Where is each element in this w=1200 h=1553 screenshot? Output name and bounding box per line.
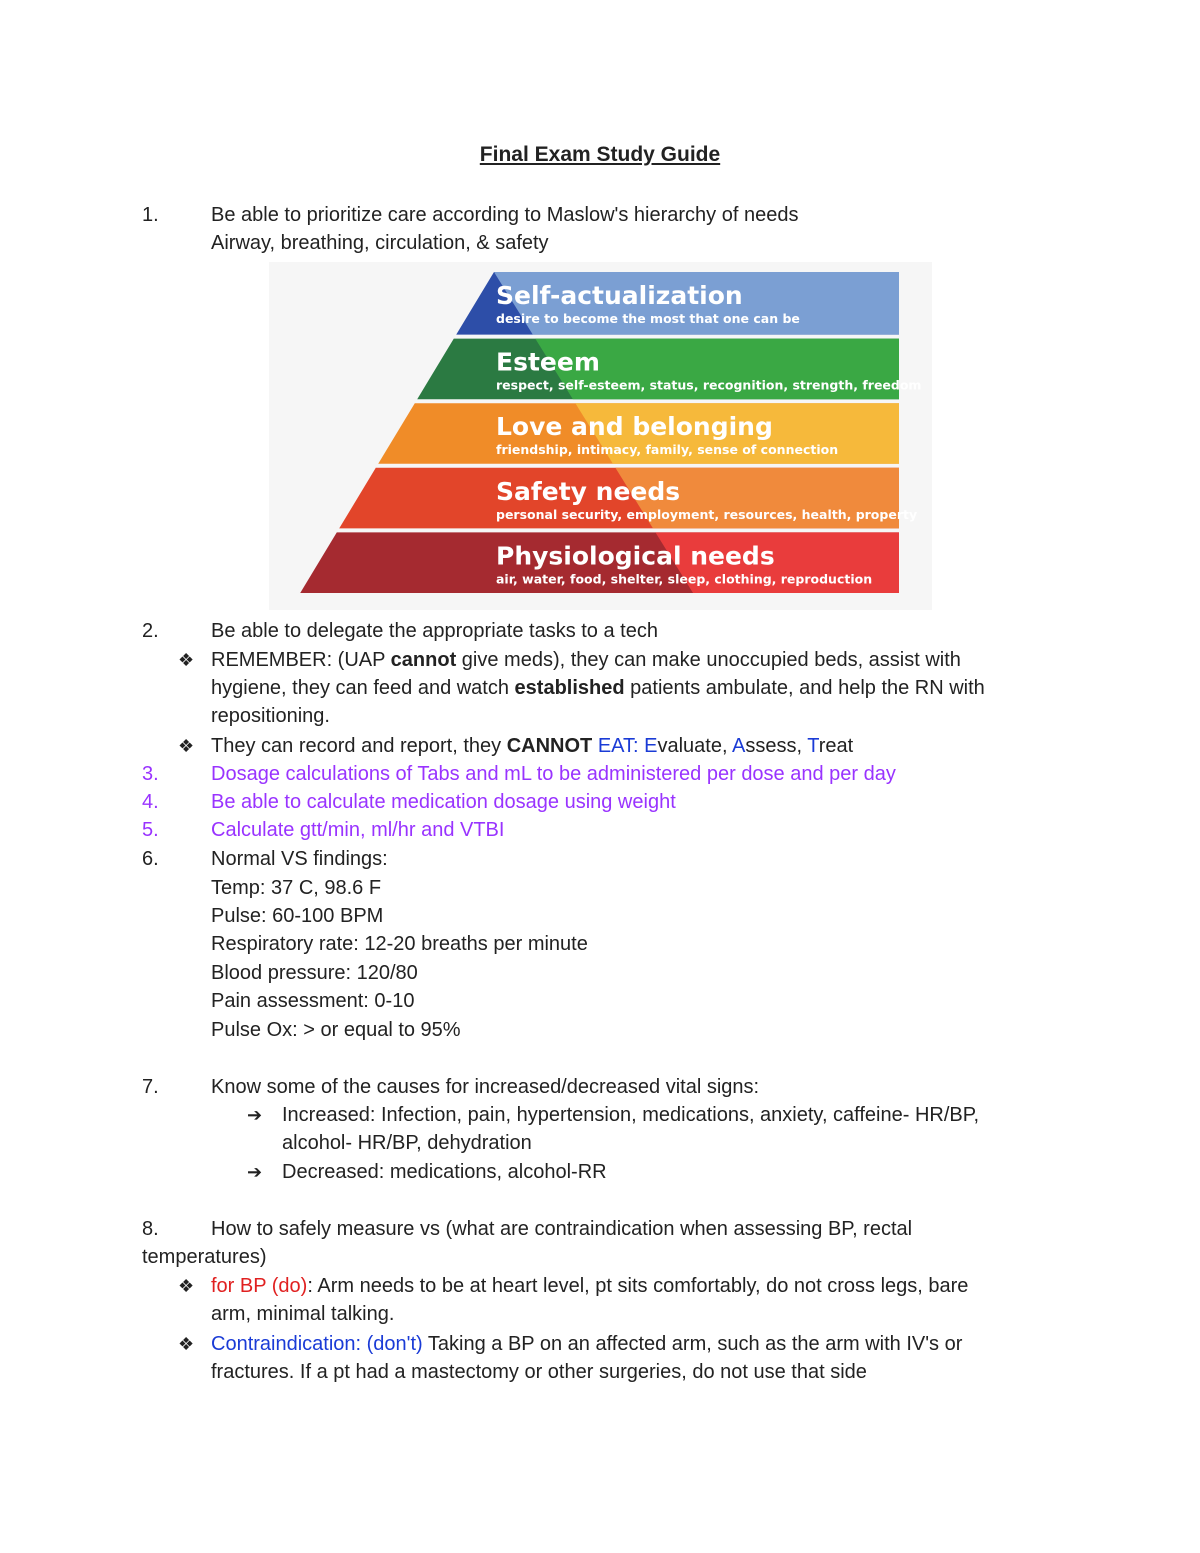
bp-do-label: for BP (do)	[211, 1275, 308, 1297]
vs-pain-assessment: Pain assessment: 0-10	[211, 990, 415, 1012]
record-report-line	[211, 734, 853, 758]
item-8-line-2: temperatures)	[142, 1246, 267, 1268]
bullet-icon: ❖	[178, 1276, 195, 1296]
pyramid-level-title: Physiological needs	[496, 541, 775, 571]
increased-line-2: alcohol- HR/BP, dehydration	[282, 1132, 532, 1154]
vs-respiratory-rate: Respiratory rate: 12-20 breaths per minute	[211, 933, 588, 955]
pyramid-level-subtitle: friendship, intimacy, family, sense of connection	[496, 442, 839, 458]
vs-temp: Temp: 37 C, 98.6 F	[211, 877, 382, 899]
vs-blood-pressure: Blood pressure: 120/80	[211, 962, 418, 984]
pyramid-level-title: Self-actualization	[496, 281, 743, 310]
pyramid-level-love-and-belonging	[378, 403, 899, 464]
item-4-number: 4.	[142, 791, 159, 813]
arrow-icon: ➔	[247, 1162, 263, 1182]
contraindication-label: Contraindication: (don't)	[211, 1333, 423, 1355]
eat-e: E	[644, 735, 658, 757]
pyramid-level-esteem	[417, 339, 921, 400]
eat-label: EAT:	[592, 735, 645, 757]
vs-pulse: Pulse: 60-100 BPM	[211, 905, 384, 927]
remember-text-cont: give meds), they can make unoccupied beds, assist with	[456, 649, 961, 671]
eat-evaluate: valuate,	[657, 735, 732, 757]
item-1-subtext: Airway, breathing, circulation, & safety	[211, 232, 549, 254]
contraindication-line-1	[211, 1332, 962, 1356]
remember-text: REMEMBER: (UAP	[211, 649, 391, 671]
pyramid-level-physiological-needs	[300, 532, 899, 593]
remember-line-1	[211, 648, 961, 672]
contraindication-text: Taking a BP on an affected arm, such as the arm with IV's or	[422, 1333, 963, 1355]
pyramid-level-subtitle: air, water, food, shelter, sleep, clothing, reproduction	[496, 571, 873, 587]
pyramid-level-subtitle: desire to become the most that one can be	[496, 311, 800, 326]
bullet-icon: ❖	[178, 736, 195, 756]
eat-t: T	[807, 735, 819, 757]
bullet-icon: ❖	[178, 650, 195, 670]
item-4-text: Be able to calculate medication dosage using weight	[211, 791, 676, 813]
bp-do-line-1	[211, 1274, 968, 1298]
remember-line-3: repositioning.	[211, 705, 330, 727]
item-7-text: Know some of the causes for increased/decreased vital signs:	[211, 1076, 760, 1098]
remember-text-2-cont: patients ambulate, and help the RN with	[624, 677, 985, 699]
item-3-number: 3.	[142, 763, 159, 785]
eat-assess: ssess,	[745, 735, 808, 757]
pyramid-level-subtitle: personal security, employment, resources, health, property	[496, 506, 918, 522]
item-3-text: Dosage calculations of Tabs and mL to be administered per dose and per day	[211, 763, 896, 785]
eat-a: A	[732, 735, 746, 757]
item-8-line-1: How to safely measure vs (what are contraindication when assessing BP, rectal	[211, 1218, 913, 1240]
cannot-caps-emphasis: CANNOT	[506, 735, 593, 757]
page-title: Final Exam Study Guide	[479, 143, 721, 166]
pyramid-level-subtitle: respect, self-esteem, status, recognition, strength, freedom	[496, 377, 922, 393]
remember-line-2	[211, 676, 985, 700]
item-6-number: 6.	[142, 848, 159, 870]
maslow-pyramid-image	[269, 262, 932, 610]
item-2-text: Be able to delegate the appropriate tasks to a tech	[211, 620, 658, 642]
cannot-emphasis: cannot	[390, 649, 457, 671]
eat-treat: reat	[818, 735, 854, 757]
pyramid-level-self-actualization	[456, 272, 899, 335]
pyramid-level-title: Esteem	[496, 347, 600, 377]
item-5-number: 5.	[142, 819, 159, 841]
decreased-line: Decreased: medications, alcohol-RR	[282, 1161, 607, 1183]
item-2-number: 2.	[142, 620, 159, 642]
pyramid-level-title: Love and belonging	[496, 412, 773, 442]
item-1-number: 1.	[142, 204, 159, 226]
pyramid-level-title: Safety needs	[496, 476, 681, 506]
arrow-icon: ➔	[247, 1105, 263, 1125]
remember-text-2: hygiene, they can feed and watch	[211, 677, 515, 699]
bullet-icon: ❖	[178, 1334, 195, 1354]
pyramid-level-safety-needs	[339, 468, 917, 529]
record-report-text: They can record and report, they	[211, 735, 507, 757]
item-1-text: Be able to prioritize care according to Maslow's hierarchy of needs	[211, 204, 799, 226]
item-7-number: 7.	[142, 1076, 159, 1098]
vs-pulse-ox: Pulse Ox: > or equal to 95%	[211, 1019, 461, 1041]
contraindication-line-2: fractures. If a pt had a mastectomy or other surgeries, do not use that side	[211, 1361, 867, 1383]
item-8-number: 8.	[142, 1218, 159, 1240]
bp-do-line-2: arm, minimal talking.	[211, 1303, 395, 1325]
item-6-text: Normal VS findings:	[211, 848, 388, 870]
increased-line-1: Increased: Infection, pain, hypertension, medications, anxiety, caffeine- HR/BP,	[282, 1104, 980, 1126]
bp-do-text: : Arm needs to be at heart level, pt sits comfortably, do not cross legs, bare	[307, 1275, 969, 1297]
established-emphasis: established	[514, 677, 625, 699]
item-5-text: Calculate gtt/min, ml/hr and VTBI	[211, 819, 505, 841]
